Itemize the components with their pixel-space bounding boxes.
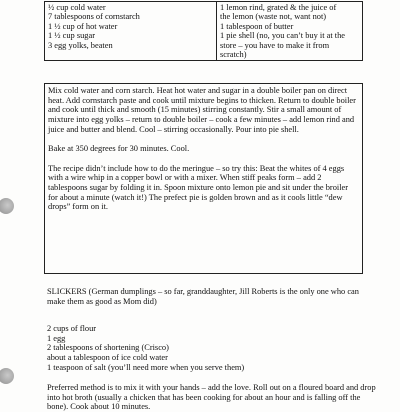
ingredient-line: 1 ½ cup of hot water [48, 21, 118, 31]
instructions-paragraph: Mix cold water and corn starch. Heat hot water and sugar in a double boiler pan on direct heat. Add cornstarch paste and cook until mixture begins to thicken. Return to double boiler and cook until thick and smooth (15 minutes) stirring constantly. Stir a small amount of mixture into egg yolks – return to double boiler – cook a few minutes – add lemon rind and juice and butter and blend. Cool – stirring occasionally. Pour into pie shell. [48, 86, 356, 134]
ingredient-line: 1 pie shell (no, you can’t buy it at the [220, 31, 345, 41]
slickers-ingredients [47, 324, 377, 373]
slickers-ingredient: 2 cups of flour [47, 324, 97, 333]
slickers-intro-text: SLICKERS (German dumplings – so far, granddaughter, Jill Roberts is the only one who can make them as good as Mom did) [47, 287, 359, 306]
slickers-ingredient: about a tablespoon of ice cold water [47, 353, 168, 363]
ingredients-table [44, 1, 363, 61]
ingredient-line: the lemon (waste not, want not) [220, 12, 327, 22]
slickers-method-text: Preferred method is to mix it with your hands – add the love. Roll out on a floured board and drop into hot broth (usually a chicken that has been cooking for about an hour and is falling off the bone). Cook about 10 minutes. [47, 383, 376, 412]
ingredients-right-column [217, 2, 362, 60]
ingredient-line: 1 ½ cup sugar [48, 31, 95, 41]
method-box [44, 83, 363, 274]
ingredients-left-column [45, 2, 217, 60]
ingredient-line: 1 lemon rind, grated & the juice of [220, 3, 337, 12]
ingredient-line: ½ cup cold water [48, 3, 106, 12]
slickers-intro [47, 287, 377, 306]
binder-hole [0, 198, 14, 214]
slickers-method [47, 383, 377, 412]
bake-instruction: Bake at 350 degrees for 30 minutes. Cool. [48, 144, 190, 154]
ingredient-line: 1 tablespoon of butter [220, 21, 294, 31]
ingredient-line: store – you have to make it from [220, 40, 330, 50]
slickers-ingredient: 2 tablespoons of shortening (Crisco) [47, 343, 169, 353]
slickers-ingredient: 1 egg [47, 333, 66, 343]
ingredient-line: scratch) [220, 50, 247, 60]
slickers-ingredient: 1 teaspoon of salt (you’ll need more when you serve them) [47, 362, 245, 372]
meringue-paragraph: The recipe didn’t include how to do the meringue – so try this: Beat the whites of 4 eggs with a wire whip in a copper bowl or with a mixer. When stiff peaks form – add 2 tablespoons sugar by folding it in. Spoon mixture onto lemon pie and sit under the broiler for about a minute (watch it!) The prefect pie is golden brown and as it cools little “dew drops” form on it. [48, 163, 349, 212]
binder-hole [0, 368, 14, 384]
ingredient-line: 7 tablespoons of cornstarch [48, 12, 140, 22]
ingredient-line: 3 egg yolks, beaten [48, 40, 113, 50]
